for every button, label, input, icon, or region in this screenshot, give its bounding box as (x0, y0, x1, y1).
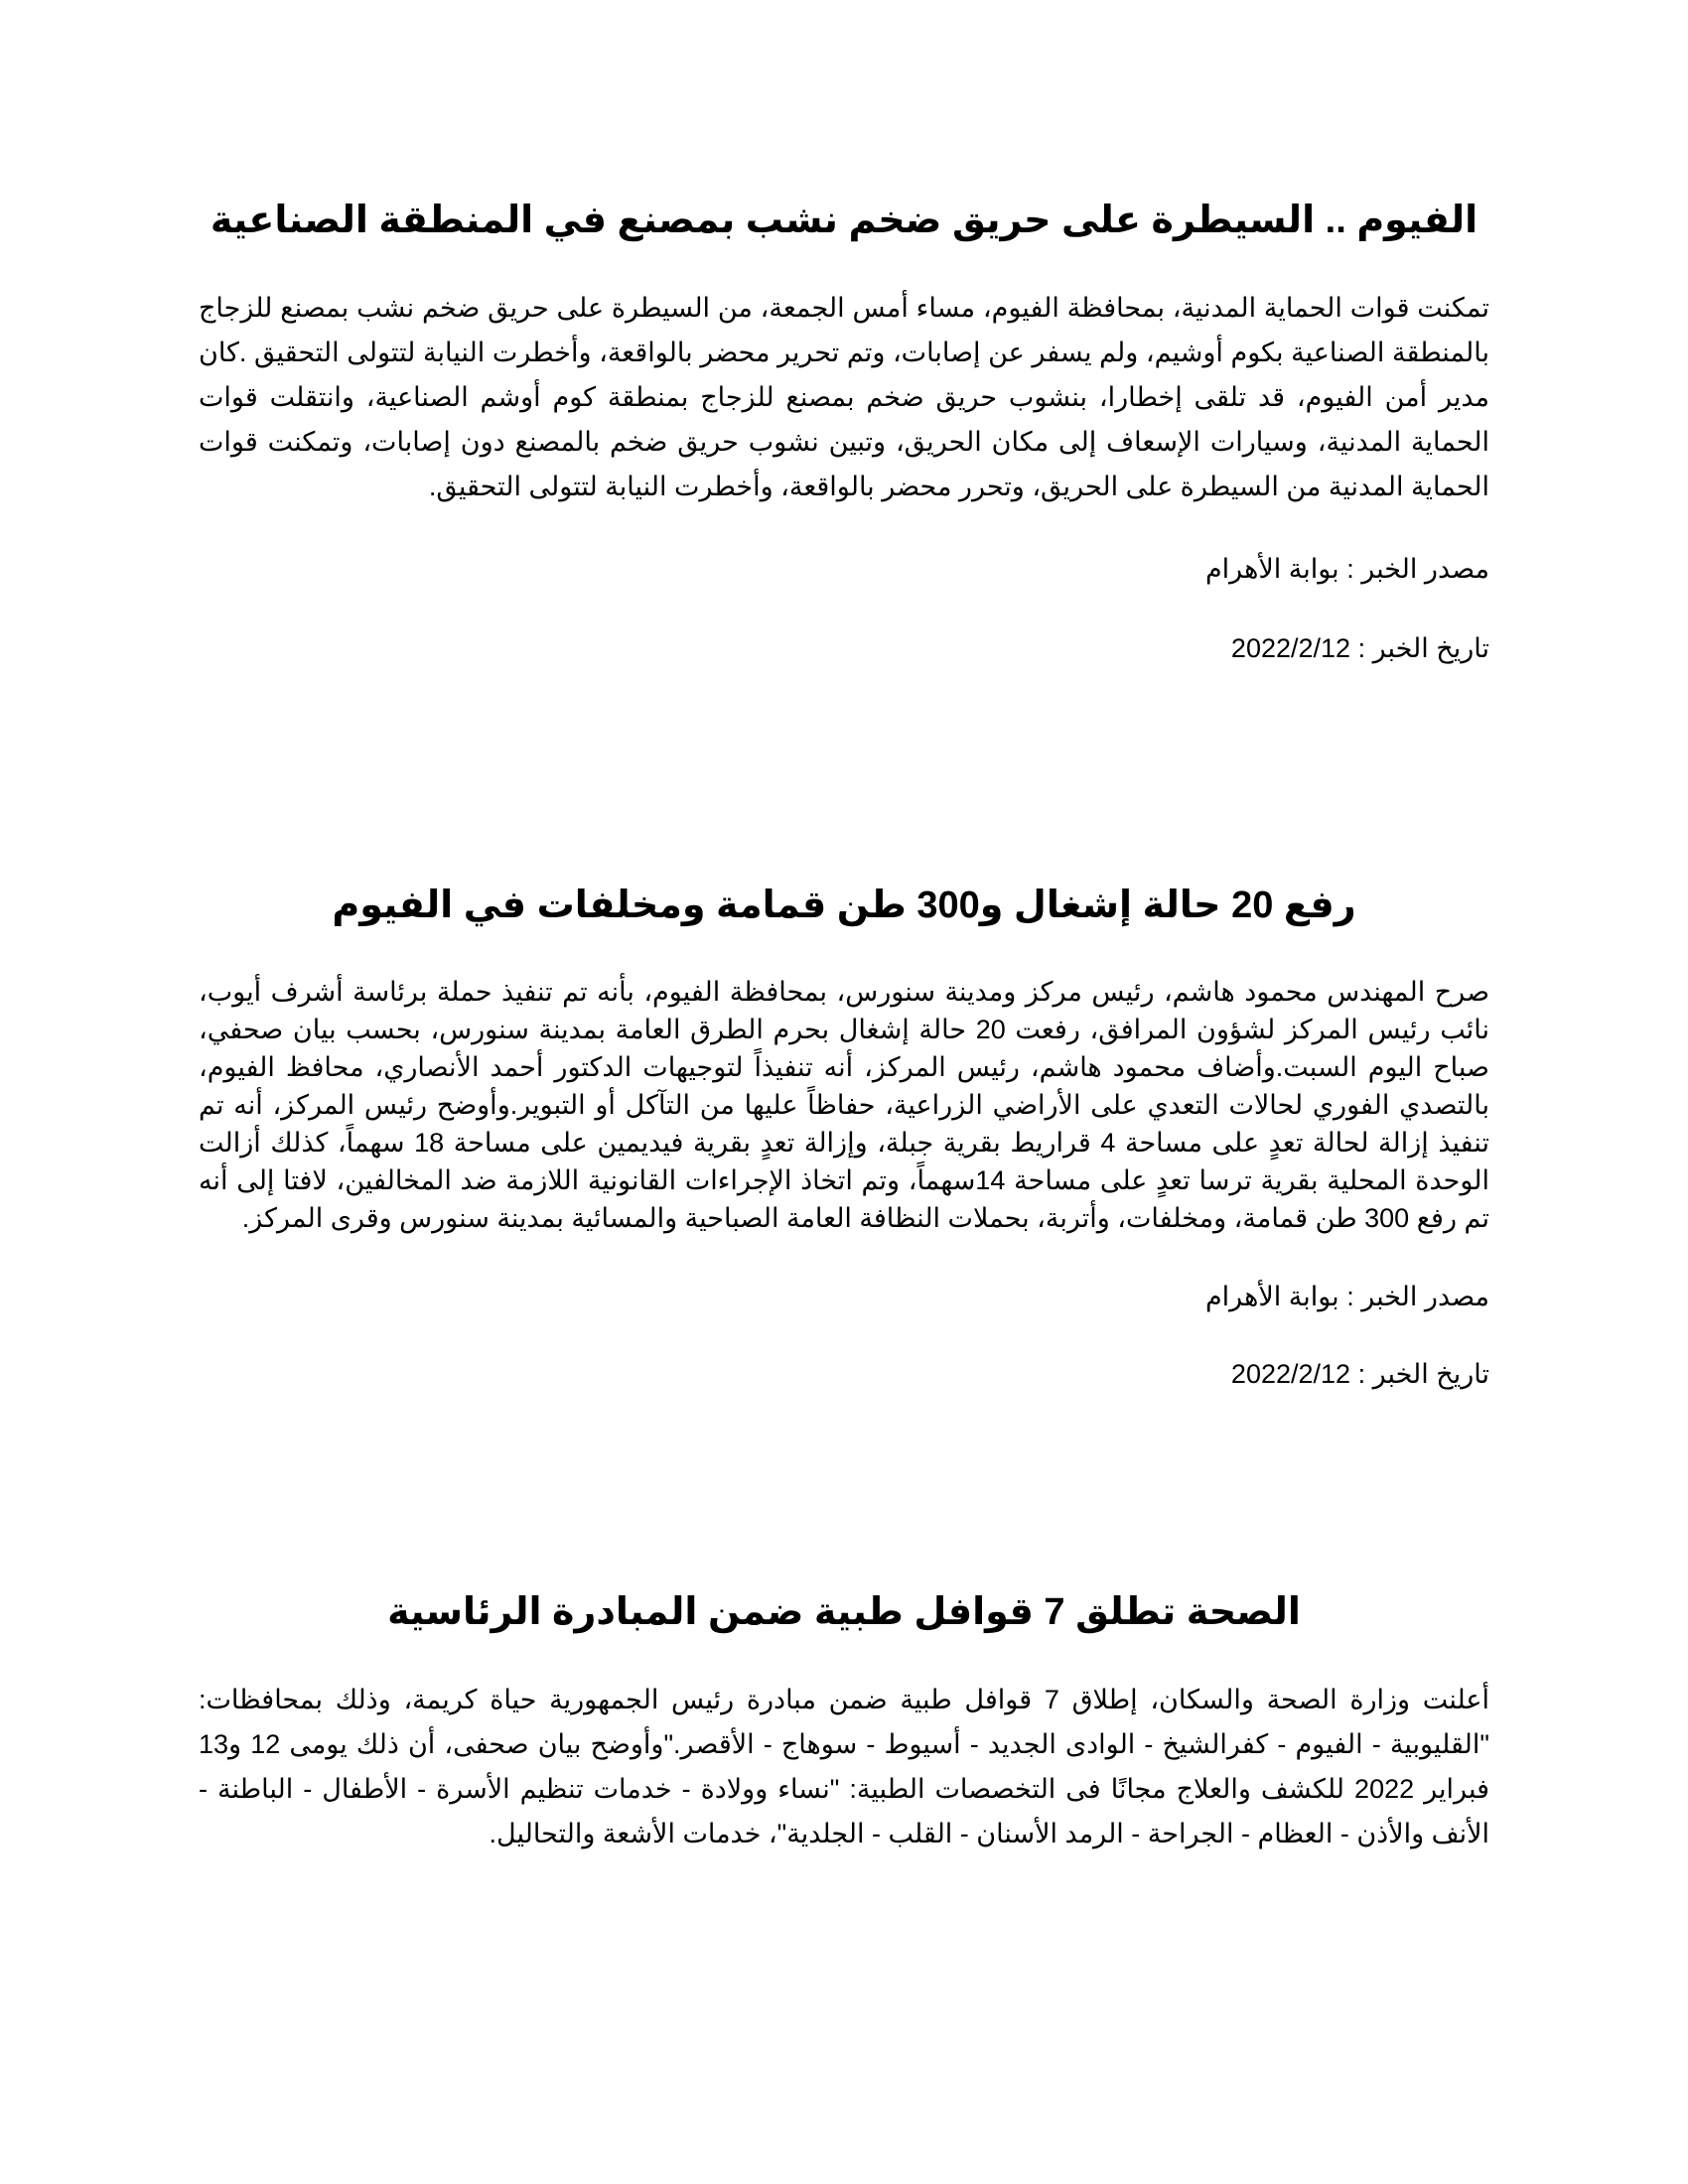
article-source (199, 551, 1489, 587)
article-headline: رفع 20 حالة إشغال و300 طن قمامة ومخلفات في الفيوم (332, 885, 1356, 926)
news-article-fayoum-cleanup (199, 882, 1489, 1392)
article-date (199, 1356, 1489, 1392)
date-label: تاريخ الخبر : (1357, 1359, 1489, 1389)
article-headline: الصحة تطلق 7 قوافل طبية ضمن المبادرة الرئاسية (387, 1591, 1301, 1633)
source-value: بوابة الأهرام (1204, 554, 1339, 584)
date-value: 2022/2/12 (1230, 1359, 1351, 1389)
source-label: مصدر الخبر : (1346, 1282, 1489, 1311)
source-value: بوابة الأهرام (1204, 1282, 1339, 1311)
news-article-fayoum-fire (199, 197, 1489, 666)
news-article-medical-convoys (199, 1588, 1489, 1856)
article-date (199, 630, 1489, 666)
article-body: صرح المهندس محمود هاشم، رئيس مركز ومدينة سنورس، بمحافظة الفيوم، بأنه تم تنفيذ حملة برئاسة أشرف أيوب، نائب رئيس المركز لشؤون المرافق، رفعت 20 حالة إشغال بحرم الطرق العامة بمدينة سنورس، بحسب بيان صحفي، صباح اليوم السبت.وأضاف محمود هاشم، رئيس المركز، أنه تنفيذاً لتوجيهات الدكتور أحمد الأنصاري، محافظ الفيوم، بالتصدي الفوري لحالات التعدي على الأراضي الزراعية، حفاظاً عليها من التآكل أو التبوير.وأوضح رئيس المركز، أنه تم تنفيذ إزالة لحالة تعدٍ على مساحة 4 قراريط بقرية جبلة، وإزالة تعدٍ بقرية فيديمين على مساحة 18 سهماً، كذلك أزالت الوحدة المحلية بقرية ترسا تعدٍ على مساحة 14سهماً، وتم اتخاذ الإجراءات القانونية اللازمة ضد المخالفين، لافتا إلى أنه تم رفع 300 طن قمامة، ومخلفات، وأتربة، بحملات النظافة العامة الصباحية والمسائية بمدينة سنورس وقرى المركز. (199, 977, 1490, 1233)
date-label: تاريخ الخبر : (1357, 633, 1489, 663)
article-source (199, 1279, 1489, 1314)
article-headline: الفيوم .. السيطرة على حريق ضخم نشب بمصنع في المنطقة الصناعية (210, 200, 1478, 241)
article-body: تمكنت قوات الحماية المدنية، بمحافظة الفيوم، مساء أمس الجمعة، من السيطرة على حريق ضخم نشب بمصنع للزجاج بالمنطقة الصناعية بكوم أوشيم، ولم يسفر عن إصابات، وتم تحرير محضر بالواقعة، وأخطرت النيابة لتتولى التحقيق .كان مدير أمن الفيوم، قد تلقى إخطارا، بنشوب حريق ضخم بمصنع للزجاج بمنطقة كوم أوشم الصناعية، وانتقلت قوات الحماية المدنية، وسيارات الإسعاف إلى مكان الحريق، وتبين نشوب حريق ضخم بالمصنع دون إصابات، وتمكنت قوات الحماية المدنية من السيطرة على الحريق، وتحرر محضر بالواقعة، وأخطرت النيابة لتتولى التحقيق. (199, 293, 1489, 501)
date-value: 2022/2/12 (1230, 633, 1351, 663)
source-label: مصدر الخبر : (1346, 554, 1489, 584)
article-body: أعلنت وزارة الصحة والسكان، إطلاق 7 قوافل طبية ضمن مبادرة رئيس الجمهورية حياة كريمة، وذلك بمحافظات: "القليوبية - الفيوم - كفرالشيخ - الوادى الجديد - أسيوط - سوهاج - الأقصر."وأوضح بيان صحفى، أن ذلك يومى 12 و13 فبراير 2022 للكشف والعلاج مجانًا فى التخصصات الطبية: "نساء وولادة - خدمات تنظيم الأسرة - الأطفال - الباطنة - الأنف والأذن - العظام - الجراحة - الرمد الأسنان - القلب - الجلدية"، خدمات الأشعة والتحاليل. (199, 1685, 1490, 1848)
